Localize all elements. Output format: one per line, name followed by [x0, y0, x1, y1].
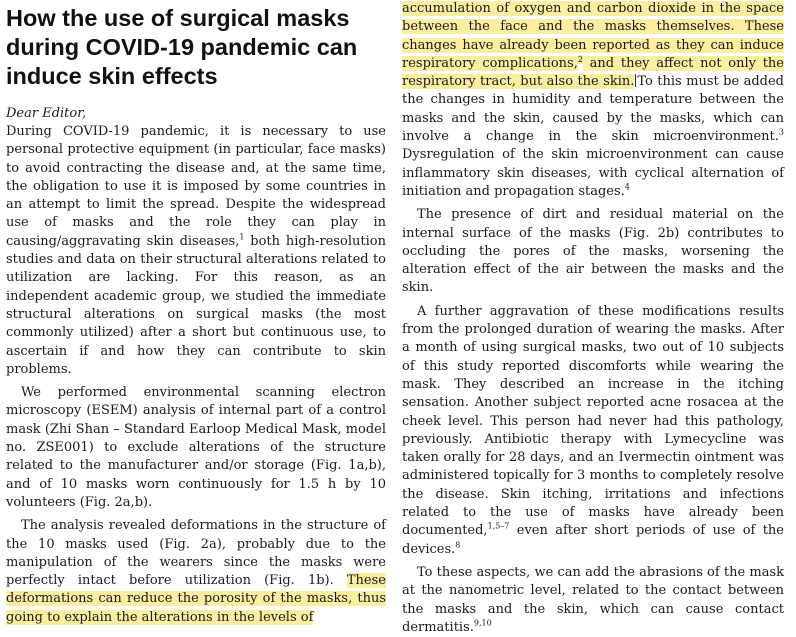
- reference-marker[interactable]: 1: [239, 232, 245, 242]
- highlighted-text[interactable]: accumulation of oxygen and carbon dioxide in the space between the face and the masks themselves. These changes have already been reported as they can induce respiratory complications,: [402, 1, 784, 71]
- highlighted-text[interactable]: and they affect not only the respiratory tract, but also the skin.: [402, 55, 784, 90]
- article-title: How the use of surgical masks during COVID-19 pandemic can induce skin effects: [6, 5, 358, 89]
- right-column: [402, 0, 784, 637]
- paragraph-text: even after short periods of use of the devices.: [402, 523, 784, 557]
- reference-marker[interactable]: 9,10: [473, 618, 492, 628]
- reference-marker[interactable]: 3: [778, 127, 784, 137]
- paragraph-text: To this must be added the changes in humidity and temperature between the masks and the skin, caused by the masks, which can involve a change in the skin microenvironment.: [402, 74, 784, 145]
- paragraph-abrasions: [402, 564, 784, 637]
- paragraph-methods: [6, 384, 386, 512]
- reference-marker[interactable]: 4: [624, 182, 630, 192]
- paragraph-intro: [6, 123, 386, 379]
- salutation: Dear Editor,: [6, 106, 87, 121]
- reference-marker[interactable]: 8: [455, 540, 461, 550]
- highlighted-text[interactable]: These deformations can reduce the porosity of the masks, thus going to explain the alterations in the levels of: [6, 573, 386, 625]
- paragraph-text: The presence of dirt and residual material on the internal surface of the masks (Fig. 2b) contributes to occluding the pores of the masks, worsening the alteration effect of the air between the masks and the skin.: [402, 207, 784, 296]
- paragraph-text: A further aggravation of these modifications results from the prolonged duration of wearing the masks. After a month of using surgical masks, two out of 10 subjects of this study reported discomforts while wearing the mask. They described an increase in the itching sensation. Another subject reported acne rosacea at the cheek level. This person had never had this pathology, previously. Antibiotic therapy with Lymecycline was taken orally for 28 days, and an Ivermectin ointment was administered topically for 3 months to completely resolve the disease. Skin itching, irritations and infections related to the use of masks have already been documented,: [402, 303, 784, 539]
- paragraph-aggravation: [402, 303, 784, 559]
- reference-marker[interactable]: 2: [577, 54, 583, 64]
- paragraph-text: To these aspects, we can add the abrasions of the mask at the nanometric level, related to the contact between the masks and the skin, which can cause contact dermatitis.: [402, 564, 784, 635]
- paragraph-continuation: [402, 0, 784, 201]
- paragraph-text: We performed environmental scanning electron microscopy (ESEM) analysis of internal part of a control mask (Zhi Shan – Standard Earloop Medical Mask, model no. ZSE001) to exclude alterations of the structure related to the manufacturer and/or storage (Fig. 1a,b), and of 10 masks worn continuously for 1.5 h by 10 volunteers (Fig. 2a,b).: [6, 385, 386, 510]
- paragraph-text: both high-resolution studies and data on their structural alterations related to utilization are lacking. For this reason, as an independent academic group, we studied the immediate structural alterations on surgical masks (the most commonly utilized) after a short but continuous use, to ascertain if and how they can contribute to skin problems.: [6, 233, 386, 377]
- left-column: [6, 0, 386, 627]
- paragraph-text: Dysregulation of the skin microenvironment can cause inflammatory skin diseases, with cyclical alternation of initiation and propagation stages.: [402, 147, 784, 199]
- paragraph-results: [6, 517, 386, 627]
- reference-marker[interactable]: 1,5–7: [487, 521, 510, 531]
- paragraph-text: The analysis revealed deformations in the structure of the 10 masks used (Fig. 2a), probably due to the manipulation of the wearers since the masks were perfectly intact before utilization (Fig. 1b).: [6, 518, 386, 589]
- paragraph-dirt: [402, 206, 784, 297]
- paragraph-text: During COVID-19 pandemic, it is necessary to use personal protective equipment (in particular, face masks) to avoid contracting the disease and, at the same time, the obligation to use it is imposed by some countries in an attempt to limit the spread. Despite the widespread use of masks and the role they can play in causing/aggravating skin diseases,: [6, 124, 386, 249]
